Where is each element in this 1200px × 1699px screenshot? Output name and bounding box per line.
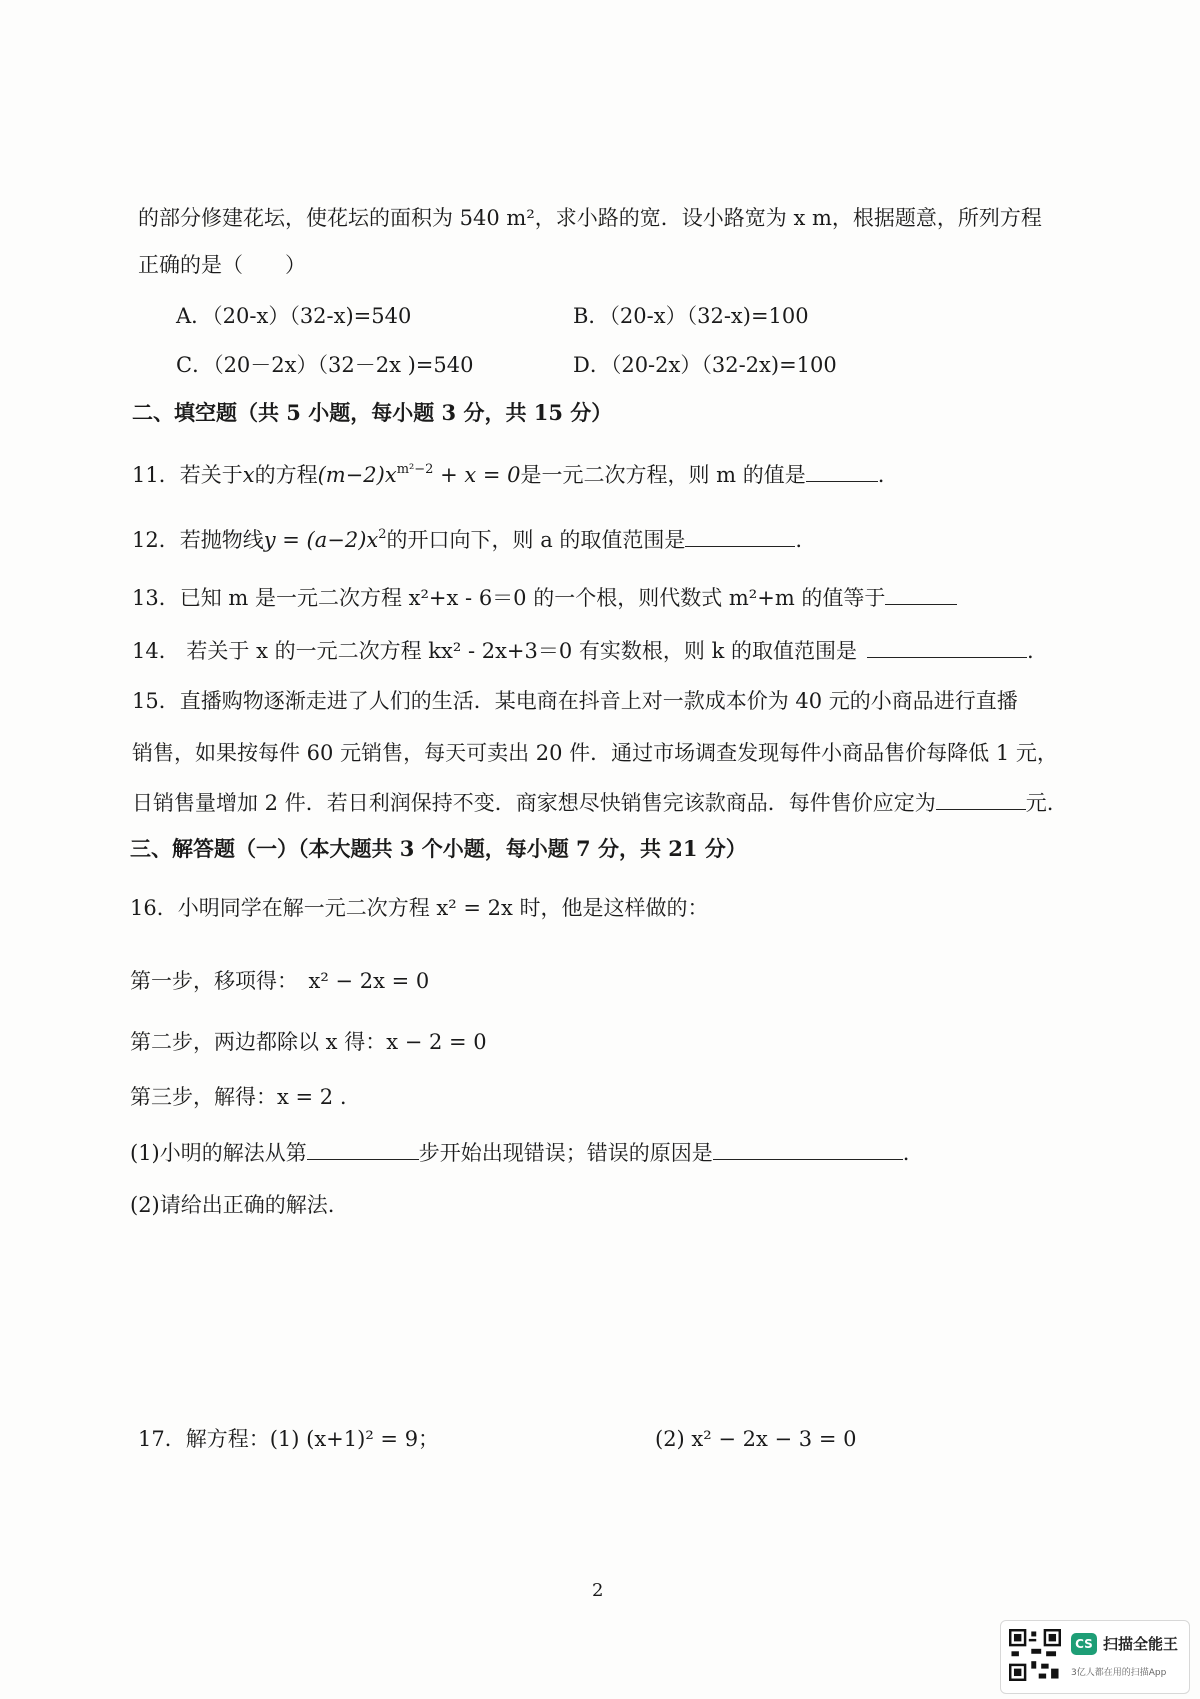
q11-pre: 若关于 (179, 463, 243, 487)
q16-step1: 第一步，移项得： x² − 2x = 0 (130, 969, 430, 993)
q15-answer-blank[interactable] (936, 787, 1026, 810)
q15-line3-end: 元. (1025, 791, 1054, 815)
scanner-watermark (1000, 1620, 1190, 1694)
section3-title: 三、解答题（一）（本大题共 3 个小题，每小题 7 分，共 21 分） (130, 836, 747, 861)
q16-part1-a: (1)小明的解法从第 (130, 1141, 307, 1165)
camscanner-logo-icon: CS (1071, 1633, 1097, 1655)
q12 (132, 524, 802, 555)
q14-number: 14． (132, 639, 180, 663)
q16-step2: 第二步，两边都除以 x 得：x − 2 = 0 (130, 1030, 487, 1054)
q11-answer-blank[interactable] (806, 459, 878, 482)
q10-option-d: D．（20-2x）（32-2x)=100 (573, 353, 837, 377)
q12-post: 的开口向下，则 a 的取值范围是 (386, 528, 686, 552)
q12-number: 12． (132, 528, 180, 552)
q13-answer-blank[interactable] (885, 582, 957, 605)
q11-number: 11． (132, 463, 180, 487)
q15-line3-text: 日销售量增加 2 件．若日利润保持不变．商家想尽快销售完该款商品．每件售价应定为 (132, 791, 936, 815)
q16-step3: 第三步，解得：x = 2 . (130, 1085, 347, 1109)
q16-part1-end: . (902, 1141, 910, 1165)
q12-end: . (795, 528, 803, 552)
q14-answer-blank[interactable] (867, 635, 1027, 658)
q16-step-blank[interactable] (307, 1137, 419, 1160)
q11-equation: (m−2)x (317, 463, 397, 487)
q11-post: 是一元二次方程，则 m 的值是 (520, 463, 806, 487)
q12-pre: 若抛物线 (179, 528, 264, 552)
q13-number: 13． (132, 586, 180, 610)
q11-var: x (242, 463, 255, 487)
q11-mid: 的方程 (254, 463, 318, 487)
q11-end: . (877, 463, 885, 487)
q10-option-b: B．（20-x）（32-x)=100 (573, 304, 809, 328)
scanner-app-name: 扫描全能王 (1103, 1635, 1179, 1653)
q14 (132, 635, 1034, 666)
q10-option-c: C．（20－2x）（32－2x )=540 (176, 353, 474, 377)
q16-part2: (2)请给出正确的解法. (130, 1193, 335, 1217)
q17-part2: (2) x² − 2x − 3 = 0 (655, 1427, 857, 1451)
q16-reason-blank[interactable] (713, 1137, 903, 1160)
q12-equation: y = (a−2)x (263, 528, 379, 552)
q16-intro: 16．小明同学在解一元二次方程 x² = 2x 时，他是这样做的： (130, 896, 709, 920)
q13 (132, 582, 957, 613)
section2-title: 二、填空题（共 5 小题，每小题 3 分，共 15 分） (132, 400, 613, 425)
q12-exponent: 2 (378, 527, 387, 542)
q14-end: . (1027, 639, 1034, 663)
q11-exponent: m²−2 (396, 462, 434, 477)
qr-code-icon (1009, 1629, 1061, 1681)
q14-text: 若关于 x 的一元二次方程 kx² - 2x+3＝0 有实数根，则 k 的取值范围是 (186, 639, 857, 663)
q16-part1-b: 步开始出现错误；错误的原因是 (418, 1141, 713, 1165)
page-number: 2 (592, 1580, 604, 1601)
q10-text-line1: 的部分修建花坛，使花坛的面积为 540 m²，求小路的宽．设小路宽为 x m，根据题意，所列方程 (138, 206, 1042, 230)
q15-line3 (132, 787, 1053, 818)
q10-text-line2: 正确的是（ ） (138, 253, 306, 277)
q15-line2: 销售，如果按每件 60 元销售，每天可卖出 20 件．通过市场调查发现每件小商品售价每降低 1 元， (132, 741, 1058, 765)
q12-answer-blank[interactable] (685, 524, 795, 547)
q15-line1: 15．直播购物逐渐走进了人们的生活．某电商在抖音上对一款成本价为 40 元的小商品进行直播 (132, 689, 1018, 713)
q11-equation-tail: + x = 0 (433, 463, 521, 487)
q16-part1 (130, 1137, 909, 1168)
q10-option-a: A．（20-x）（32-x)=540 (176, 304, 412, 328)
scanner-slogan: 3亿人都在用的扫描App (1071, 1668, 1167, 1678)
q11 (132, 459, 884, 490)
q13-text: 已知 m 是一元二次方程 x²+x - 6＝0 的一个根，则代数式 m²+m 的值等于 (179, 586, 886, 610)
q17-part1: 17．解方程：(1) (x+1)² = 9； (138, 1427, 440, 1451)
